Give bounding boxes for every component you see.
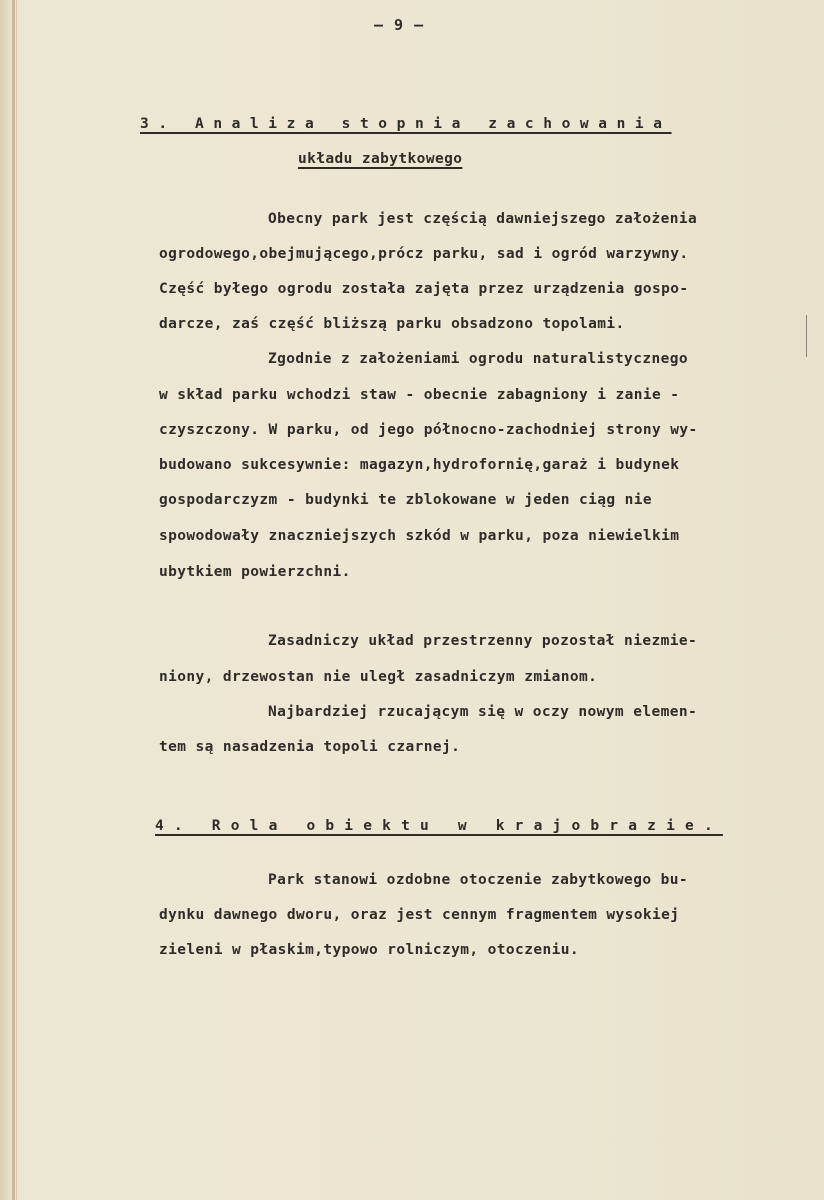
page-binding-shadow [16, 0, 17, 1200]
text-line: niony, drzewostan nie uległ zasadniczym zmianom. [159, 669, 598, 685]
section-4-heading: 4. Rola obiektu w krajobrazie. [155, 818, 723, 834]
page-number: — 9 — [374, 16, 425, 34]
text-line: ubytkiem powierzchni. [159, 564, 351, 580]
margin-pencil-mark [806, 315, 807, 357]
page-binding-edge [12, 0, 15, 1200]
section-3-subheading: układu zabytkowego [298, 151, 463, 167]
text-line: Zasadniczy układ przestrzenny pozostał niezmie- [268, 633, 698, 649]
text-line: darcze, zaś część bliższą parku obsadzono topolami. [159, 316, 625, 332]
text-line: Obecny park jest częścią dawniejszego założenia [268, 211, 698, 227]
text-line: budowano sukcesywnie: magazyn,hydrofornię,garaż i budynek [159, 457, 680, 473]
text-line: czyszczony. W parku, od jego północno-zachodniej strony wy- [159, 422, 698, 438]
text-line: tem są nasadzenia topoli czarnej. [159, 739, 461, 755]
text-line: Część byłego ogrodu została zajęta przez urządzenia gospo- [159, 281, 689, 297]
text-line: w skład parku wchodzi staw - obecnie zabagniony i zanie - [159, 387, 680, 403]
text-line: Najbardziej rzucającym się w oczy nowym elemen- [268, 704, 698, 720]
text-line: ogrodowego,obejmującego,prócz parku, sad i ogród warzywny. [159, 246, 689, 262]
text-line: gospodarczyzm - budynki te zblokowane w jeden ciąg nie [159, 492, 653, 508]
text-line: Park stanowi ozdobne otoczenie zabytkowego bu- [268, 872, 688, 888]
text-line: Zgodnie z założeniami ogrodu naturalistycznego [268, 351, 688, 367]
text-line: dynku dawnego dworu, oraz jest cennym fragmentem wysokiej [159, 907, 680, 923]
section-3-heading: 3. Analiza stopnia zachowania [140, 116, 672, 132]
text-line: zieleni w płaskim,typowo rolniczym, otoczeniu. [159, 942, 579, 958]
text-line: spowodowały znaczniejszych szkód w parku, poza niewielkim [159, 528, 680, 544]
